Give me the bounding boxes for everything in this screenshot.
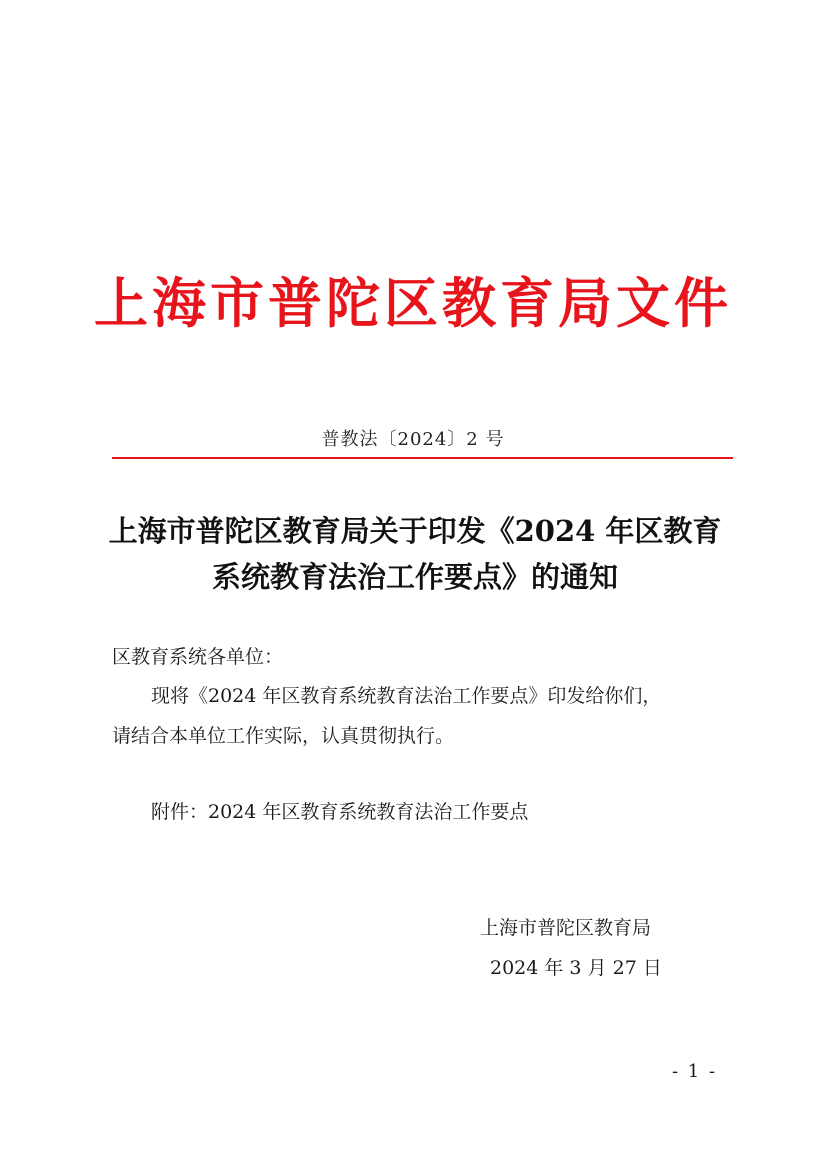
red-divider-line [112,457,733,459]
issuer-header: 上海市普陀区教育局文件 [94,271,732,335]
document-title [100,508,730,600]
body-paragraph-line-1: 现将《2024 年区教育系统教育法治工作要点》印发给你们， [151,685,662,707]
body-paragraph-line-2: 请结合本单位工作实际，认真贯彻执行。 [112,725,455,747]
attachment-note: 附件：2024 年区教育系统教育法治工作要点 [151,801,529,823]
signer: 上海市普陀区教育局 [480,917,652,939]
issue-date: 2024 年 3 月 27 日 [490,957,662,979]
salutation: 区教育系统各单位： [112,646,284,668]
document-title-line-2: 系统教育法治工作要点》的通知 [211,560,618,594]
page-number: - 1 - [672,1061,718,1082]
document-title-line-1: 上海市普陀区教育局关于印发《2024 年区教育 [108,514,722,548]
document-number: 普教法〔2024〕2 号 [321,429,505,450]
